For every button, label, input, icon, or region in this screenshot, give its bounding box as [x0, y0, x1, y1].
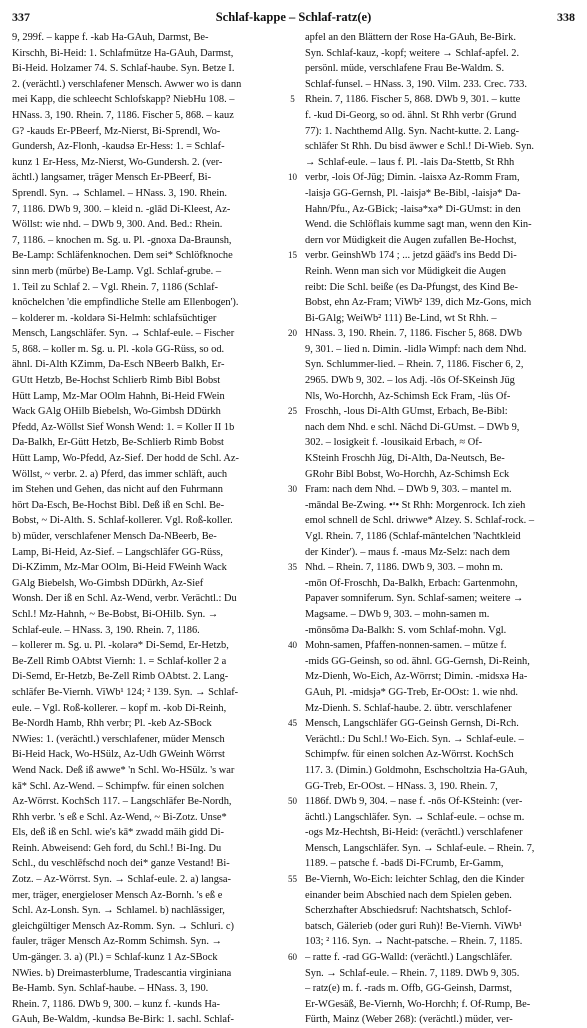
text-line: Schimpfw. für einen solchen Az-Wörrst. KochSch — [305, 749, 514, 761]
text-line: NWies: 1. (verächtl.) verschlafener, müder Mensch — [12, 733, 225, 745]
text-line: Bi-GAlg; WeiWb² 111) Be-Lind, wt St Rhh. – — [305, 312, 497, 324]
line-number: 15 — [288, 250, 297, 261]
text-line: Wend. die Schlöflais kumme sagt man, wenn den Kin- — [305, 219, 532, 231]
text-line: Schl., du veschlēfschd noch dei* ganze Vestand! Bi- — [12, 858, 230, 870]
text-line: KSteinh Froschh Jüg, Di-Alth, Da-Neutsch, Be- — [305, 453, 505, 465]
text-line: schläfer Be-Viernh. ViWb¹ 124; ² 139. Syn. → Schlaf- — [12, 686, 239, 698]
text-line: Gundersh, Az-Flonh, -kaudsə Er-Hess: 1. = Schlaf- — [12, 141, 225, 153]
text-line: Um-gänger. 3. a) (Pl.) = Schlaf-kunz 1 Az-SBock — [12, 952, 218, 964]
line-number: 60 — [288, 952, 297, 963]
text-line: Wonsh. Der iß en Schl. Az-Wend, verbr. Verächtl.: Du — [12, 593, 237, 605]
text-line: b) müder, verschlafener Mensch Da-NBeerb, Be- — [12, 531, 217, 542]
text-line: GAuh, Be-Waldm, -kundsə Be-Birk: 1. sachl. Schlaf- — [12, 1014, 234, 1026]
text-line: mer, träger, energieloser Mensch Az-Bornh. 's eß e — [12, 889, 223, 901]
text-line: Pfedd, Az-Wöllst Sief Wonsh Wend: 1. = Koller II 1b — [12, 421, 235, 433]
text-line: -māndal Be-Zwing. •ᵃ• St Rhh: Morgenrock. Ich zieh — [305, 499, 526, 511]
text-line: GAlg Biebelsh, Wo-Gimbsh DDürkh, Az-Sief — [12, 577, 204, 589]
text-line: 9, 301. – lied n. Dimin. -lidlə Wimpf: nach dem Nhd. — [305, 343, 527, 355]
text-line: Els, deß iß en Schl. wie's kā* zwadd mäih gidd Di- — [12, 827, 224, 839]
text-line: Mensch, Langschläfer GG-Geinsh Gernsh, Di-Rch. — [305, 718, 519, 730]
text-line: mei Kapp, die schleecht Schlofskapp? NiebHu 108. – — [12, 94, 235, 106]
text-line: Vgl. Rhein. 7, 1186 (Schlaf-mäntelchen 'Nachtkleid — [305, 531, 521, 542]
text-line: Reinh. Abweisend: Geh ford, du Schl.! Bi-Ing. Du — [12, 842, 222, 854]
text-line: emol schnell de Schl. driwwe* Alzey. S. Schlaf-rock. – — [305, 515, 535, 527]
text-line: Syn. → Schlaf-eule. – Rhein. 7, 1189. DWb 9, 305. — [305, 967, 520, 979]
text-line: Wöllst: wie nhd. – DWb 9, 300. And. Bed.: Rhein. — [12, 219, 223, 231]
text-line: Schlaf-funsel. – HNass. 3, 190. Vilm. 233. Crec. 733. — [305, 78, 527, 90]
text-line: Syn. Schlaf-kauz, -kopf; weitere → Schlaf-apfel. 2. — [305, 47, 520, 59]
text-line: Mensch, Langschläfer. Syn. → Schlaf-eule. – Fischer — [12, 328, 235, 340]
text-line: Di-KZimm, Mz-Mar OOlm, Bi-Heid FWeinh Wack — [12, 562, 227, 574]
text-line: Bobst, ehn Az-Fram; ViWb² 139, dich Mz-Gons, mich — [305, 297, 532, 309]
text-line: Be-Viernh, Wo-Eich: leichter Schlag, den die Kinder — [305, 874, 525, 886]
text-line: Be-Hamb. Syn. Schlaf-haube. – HNass. 3, 190. — [12, 983, 209, 995]
text-line: Scherzhafter Abschiedsruf: Nachtshatsch, Schlof- — [305, 905, 512, 917]
text-line: Reinh. Wenn man sich vor Müdigkeit die Augen — [305, 265, 506, 277]
text-line: 5, 868. – koller m. Sg. u. Pl. -kolə GG-Rüss, so od. — [12, 343, 225, 355]
line-number: 10 — [288, 172, 297, 183]
text-line: Rhh verbr. 's eß e Schl. Az-Wend, ~ Bi-Zotz. Unse* — [12, 811, 227, 823]
text-line: ächtl.) langsamer, träger Mensch Er-PBeerf, Bi- — [12, 172, 212, 184]
text-line: G? -kauds Er-PBeerf, Mz-Nierst, Bi-Sprendl, Wo- — [12, 125, 221, 137]
text-line: 77): 1. Nachthemd Allg. Syn. Nacht-kutte. 2. Lang- — [305, 125, 520, 137]
text-line: persönl. müde, verschlafene Frau Be-Waldm. S. — [305, 63, 505, 75]
text-line: Bobst, ~ Di-Alth. S. Schlaf-kollerer. Vgl. Roß-koller. — [12, 515, 233, 527]
text-line: verbr. GeinshWb 174 ; ... jetzd gääd's ins Bedd Di- — [305, 250, 517, 262]
page-body — [12, 30, 575, 1028]
text-line: 2965. DWb 9, 302. – los Adj. -lōs Of-SKeinsh Jüg — [305, 375, 515, 387]
running-header — [12, 10, 575, 30]
page-number-left: 337 — [12, 10, 30, 24]
line-number: 5 — [290, 94, 295, 105]
text-line: Schlaf-eule. – HNass. 3, 190. Rhein. 7, 1186. — [12, 624, 200, 636]
text-line: 1189. – patsche f. -badš Di-FCrumb, Er-Gamm, — [305, 858, 504, 870]
line-number: 55 — [288, 874, 297, 885]
text-line: Be-Zell Rimb OAbtst Viernh: 1. = Schlaf-koller 2 a — [12, 655, 227, 667]
line-number: 20 — [288, 328, 297, 339]
text-line: gleichgültiger Mensch Az-Romm. Syn. → Schluri. c) — [12, 920, 234, 932]
line-number: 40 — [288, 640, 297, 651]
text-line: Zotz. – Az-Wörrst. Syn. → Schlaf-eule. 2. a) langsa- — [12, 874, 232, 886]
text-line: Er-WGesäß, Be-Viernh, Wo-Horchh; f. Of-Rump, Be- — [305, 998, 531, 1010]
text-line: reibt: Die Schl. beiße (es Da-Pfungst, des Kind Be- — [305, 281, 518, 293]
text-line: Hütt Lamp, Wo-Pfedd, Az-Sief. Der hodd de Schl. Az- — [12, 453, 239, 465]
line-number: 45 — [288, 718, 297, 729]
left-column — [12, 30, 280, 1028]
text-line: GAuh, Pl. -midsjə* GG-Treb, Er-OOst: 1. wie nhd. — [305, 686, 518, 698]
text-line: batsch, Gälerieb (oder guri Ruh)! Be-Viernh. ViWb¹ — [305, 920, 522, 932]
text-line: – kolderer m. -koldərə Si-Helmh: schlafsüchtiger — [12, 312, 217, 324]
text-line: Sprendl. Syn. → Schlamel. – HNass. 3, 190. Rhein. — [12, 187, 228, 199]
text-line: Rhein. 7, 1186. DWb 9, 300. – kunz f. -kunds Ha- — [12, 998, 220, 1010]
text-line: fauler, träger Mensch Az-Romm Schimsh. Syn. → — [12, 936, 222, 948]
text-line: Bi-Heid. Holzamer 74. S. Schlaf-haube. Syn. Betze I. — [12, 63, 235, 75]
text-line: schläfer St Rhh. Du bisd äwwer e Schl.! Di-Wieb. Syn. — [305, 141, 534, 153]
text-line: Syn. Schlummer-lied. – Rhein. 7, 1186. Fischer 6, 2, — [305, 359, 524, 371]
line-number: 25 — [288, 406, 297, 417]
text-line: → Schlaf-eule. – laus f. Pl. -lais Da-Stettb, St Rhh — [305, 156, 515, 168]
text-line: 7, 1186. DWb 9, 300. – kleid n. -glād Di-Kleest, Az- — [12, 203, 231, 215]
text-line: Mensch, Langschläfer. Syn. → Schlaf-eule. – Rhein. 7, — [305, 842, 535, 854]
line-number-gutter — [280, 30, 305, 1028]
text-line: Verächtl.: Du Schl.! Wo-Eich. Syn. → Schlaf-eule. – — [305, 733, 524, 745]
text-line: HNass. 3, 190. Rhein. 7, 1186. Fischer 5, 868. – kauz — [12, 109, 234, 121]
text-line: -ogs Mz-Hechtsh, Bi-Heid: (verächtl.) verschlafener — [305, 827, 523, 839]
text-line: GG-Treb, Er-OOst. – HNass. 3, 190. Rhein. 7, — [305, 780, 498, 792]
text-line: -mids GG-Geinsh, so od. ähnl. GG-Gernsh, Di-Reinh, — [305, 655, 530, 667]
text-line: GUtt Hetzb, Be-Hochst Schlierb Rimb Bibl Bobst — [12, 375, 221, 387]
text-line: ächtl.) Langschläfer. Syn. → Schlaf-eule. – ochse m. — [305, 811, 525, 823]
text-line: Bi-Heid Hack, Wo-HSülz, Az-Udh GWeinh Wörrst — [12, 749, 225, 761]
text-line: Mz-Dienh, Wo-Eich, Az-Wörrst; Dimin. -midsxə Ha- — [305, 671, 528, 683]
running-title: Schlaf-kappe – Schlaf-ratz(e) — [215, 10, 372, 24]
text-line: -mōn Of-Froschh, Da-Balkh, Erbach: Gartenmohn, — [305, 577, 518, 589]
text-line: Papaver somniferum. Syn. Schlaf-samen; weitere → — [305, 593, 524, 605]
text-line: Da-Balkh, Er-Gütt Hetzb, Be-Schlierb Rimb Bobst — [12, 437, 224, 449]
text-line: Wend Nack. Deß iß awwe* 'n Schl. Wo-HSülz. 's war — [12, 764, 235, 776]
text-line: – kollerer m. Sg. u. Pl. -kolərə* Di-Semd, Er-Hetzb, — [12, 640, 229, 652]
text-line: Mz-Dienh. S. Schlaf-haube. 2. übtr. verschlafener — [305, 702, 512, 714]
text-line: im Stehen und Gehen, das nicht auf den Fuhrmann — [12, 484, 223, 496]
text-line: Be-Nordh Hamb, Rhh verbr; Pl. -keb Az-SBock — [12, 718, 212, 730]
text-line: Magsame. – DWb 9, 303. – mohn-samen m. — [305, 608, 490, 620]
text-line: – ratte f. -rad GG-Walld: (verächtl.) Langschläfer. — [305, 952, 513, 964]
text-line: Fürth, Mainz (Weber 268): (verächtl.) müder, ver- — [305, 1014, 513, 1026]
text-line: kā* Schl. Az-Wend. – Schimpfw. für einen solchen — [12, 780, 225, 792]
text-line: Hütt Lamp, Mz-Mar OOlm Hahnh, Bi-Heid FWein — [12, 390, 225, 402]
line-number: 30 — [288, 484, 297, 495]
text-line: 2. (verächtl.) verschlafener Mensch. Awwer wo is dann — [12, 78, 242, 90]
text-line: 1. Teil zu Schlaf 2. – Vgl. Rhein. 7, 1186 (Schlaf- — [12, 281, 218, 293]
text-line: apfel an den Blättern der Rose Ha-GAuh, Be-Birk. — [305, 32, 516, 43]
text-line: Mohn-samen, Pfaffen-nonnen-samen. – mütze f. — [305, 640, 507, 652]
text-line: 1186f. DWb 9, 304. – nase f. -nōs Of-KSteinh: (ver- — [305, 796, 523, 808]
page-number-right: 338 — [556, 10, 575, 24]
text-line: Hahn/Pfu., Az-GBick; -laisə*xə* Di-GUmst: in den — [305, 203, 521, 215]
text-line: 7, 1186. – knochen m. Sg. u. Pl. -gnoxa Da-Braunsh, — [12, 234, 232, 246]
text-line: eule. – Vgl. Roß-kollerer. – kopf m. -kob Di-Reinh, — [12, 702, 227, 714]
text-line: Nls, Wo-Horchh, Az-Schimsh Eck Fram, -lüs Of- — [305, 390, 511, 402]
line-number: 35 — [288, 562, 297, 573]
text-line: ähnl. Di-Alth KZimm, Da-Esch NBeerb Balkh, Er- — [12, 359, 225, 371]
text-line: Wöllst, ~ verbr. 2. a) Pferd, das immer schläft, auch — [12, 468, 228, 480]
text-line: f. -kud Di-Georg, so od. ähnl. St Rhh verbr (Grund — [305, 109, 517, 121]
text-line: Nhd. – Rhein. 7, 1186. DWb 9, 303. – mohn m. — [305, 562, 503, 574]
text-line: Be-Lamp: Schläfenknochen. Dem sei* Schlöfknoche — [12, 250, 233, 262]
text-line: hört Da-Esch, Be-Hochst Bibl. Deß iß en Schl. Be- — [12, 499, 225, 511]
text-line: der Kinder'). – maus f. -maus Mz-Selz: nach dem — [305, 546, 511, 558]
text-line: Schl.! Mz-Hahnh, ~ Be-Bobst, Bi-OHilb. Syn. → — [12, 608, 219, 620]
text-line: verbr, -lois Of-Jüg; Dimin. -laisxə Az-Romm Fram, — [305, 172, 520, 184]
text-line: Rhein. 7, 1186. Fischer 5, 868. DWb 9, 301. – kutte — [305, 94, 521, 106]
text-line: Di-Semd, Er-Hetzb, Be-Zell Rimb OAbtst. 2. Lang- — [12, 671, 229, 683]
right-column — [305, 30, 573, 1028]
text-line: -laisjə GG-Gernsh, Pl. -laisjə* Be-Bibl, -laisjə* Da- — [305, 187, 521, 199]
text-line: Froschh, -lous Di-Alth GUmst, Erbach, Be-Bibl: — [305, 406, 508, 418]
text-line: -mōnsōmə Da-Balkh: S. vom Schlaf-mohn. Vgl. — [305, 624, 507, 636]
text-line: Lamp, Bi-Heid, Az-Sief. – Langschläfer GG-Rüss, — [12, 546, 223, 558]
text-line: NWies. b) Dreimasterblume, Tradescantia virginiana — [12, 967, 232, 979]
text-line: einander beim Abschied nach dem Spielen geben. — [305, 889, 512, 901]
text-line: dern vor Müdigkeit die Augen zufallen Be-Hochst, — [305, 234, 517, 246]
text-line: Az-Wörrst. KochSch 117. – Langschläfer Be-Nordh, — [12, 796, 232, 808]
text-line: sinn merb (mürbe) Be-Lamp. Vgl. Schlaf-grube. – — [12, 265, 222, 277]
text-line: kunz 1 Er-Hess, Mz-Nierst, Wo-Gundersh. 2. (ver- — [12, 156, 223, 168]
text-line: 302. – losigkeit f. -lousikaid Erbach, ≈ Of- — [305, 437, 483, 449]
text-line: Schl. Az-Lonsh. Syn. → Schlamel. b) nachlässiger, — [12, 905, 225, 917]
text-line: 103; ² 116. Syn. → Nacht-patsche. – Rhein. 7, 1185. — [305, 936, 523, 948]
text-line: Kirschh, Bi-Heid: 1. Schlafmütze Ha-GAuh, Darmst, — [12, 47, 234, 59]
text-line: – ratz(e) m. f. -rads m. Offb, GG-Geinsh, Darmst, — [305, 983, 512, 995]
text-line: 9, 299f. – kappe f. -kab Ha-GAuh, Darmst, Be- — [12, 32, 209, 43]
text-line: GRohr Bibl Bobst, Wo-Horchh, Az-Schimsh Eck — [305, 468, 510, 480]
text-line: knöchelchen 'die empfindliche Stelle am Ellenbogen'). — [12, 297, 239, 309]
text-line: 117. 3. (Dimin.) Goldmohn, Eschscholtzia Ha-GAuh, — [305, 764, 528, 776]
text-line: Fram: nach dem Nhd. – DWb 9, 303. – mantel m. — [305, 484, 512, 496]
text-line: Wack GAlg OHilb Biebelsh, Wo-Gimbsh DDürkh — [12, 406, 221, 418]
text-line: nach dem Nhd. e schl. Nãchd Di-GUmst. – DWb 9, — [305, 421, 520, 433]
text-line: HNass. 3, 190. Rhein. 7, 1186. Fischer 5, 868. DWb — [305, 328, 522, 340]
line-number: 50 — [288, 796, 297, 807]
